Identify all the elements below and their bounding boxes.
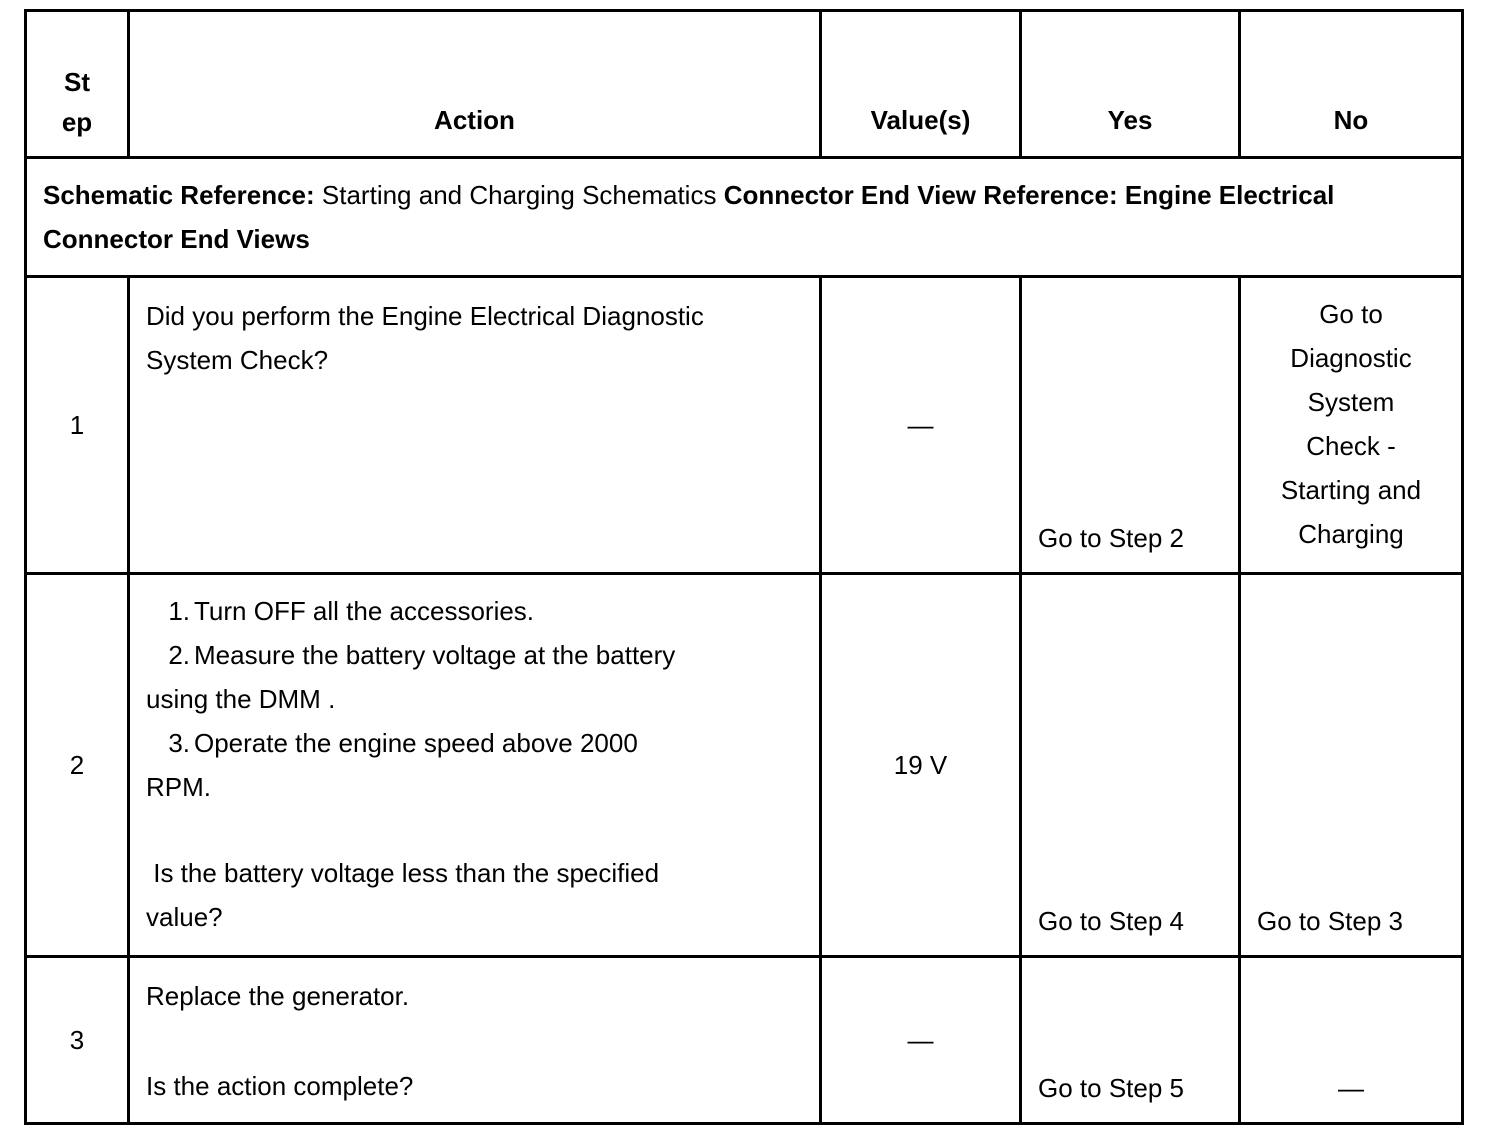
list-item <box>146 633 803 677</box>
schematic-reference-label: Schematic Reference: <box>43 180 315 210</box>
yes-cell: Go to Step 5 <box>1021 957 1240 1124</box>
yes-cell: Go to Step 2 <box>1021 277 1240 574</box>
action-line: Did you perform the Engine Electrical Diagnostic <box>146 301 704 331</box>
action-cell <box>129 574 821 957</box>
header-no: No <box>1240 11 1463 158</box>
question-line: value? <box>146 902 223 932</box>
header-row <box>26 11 1463 158</box>
no-cell: Go to Step 3 <box>1240 574 1463 957</box>
value-cell: — <box>821 957 1021 1124</box>
action-line: System Check? <box>146 345 329 375</box>
table-row <box>26 574 1463 957</box>
list-item-text: Turn OFF all the accessories. <box>194 596 535 626</box>
list-item <box>146 589 803 633</box>
no-cell <box>1240 277 1463 574</box>
list-item-number: 1. <box>168 596 190 626</box>
list-item-text: Measure the battery voltage at the battery <box>194 640 676 670</box>
list-item-number: 2. <box>168 640 190 670</box>
action-cell <box>129 957 821 1124</box>
list-item-number: 3. <box>168 728 190 758</box>
header-values: Value(s) <box>821 11 1021 158</box>
action-line: Replace the generator. <box>146 981 410 1011</box>
header-step-line1: St <box>64 67 90 97</box>
reference-row <box>26 158 1463 277</box>
table-row <box>26 277 1463 574</box>
no-line: Go to <box>1319 299 1383 329</box>
question-line: Is the action complete? <box>146 1071 414 1101</box>
question-line: Is the battery voltage less than the specified <box>146 858 660 888</box>
header-step-line2: ep <box>61 107 93 137</box>
no-line: Starting and <box>1280 475 1422 505</box>
no-cell: — <box>1240 957 1463 1124</box>
list-item-continuation: RPM. <box>146 772 211 802</box>
header-yes: Yes <box>1021 11 1240 158</box>
value-cell: 19 V <box>821 574 1021 957</box>
diagnostic-table <box>24 9 1464 1125</box>
reference-cell <box>26 158 1463 277</box>
list-item-continuation: using the DMM . <box>146 684 336 714</box>
step-number: 2 <box>26 574 129 957</box>
header-action: Action <box>129 11 821 158</box>
no-line: Check - <box>1306 431 1396 461</box>
header-step <box>26 11 129 158</box>
no-line: Diagnostic <box>1290 343 1412 373</box>
connector-reference-label: Connector End View Reference: Engine Electrical Connector End Views <box>43 180 1335 254</box>
no-line: Charging <box>1298 519 1404 549</box>
value-cell: — <box>821 277 1021 574</box>
list-item-text: Operate the engine speed above 2000 <box>194 728 638 758</box>
spacer <box>146 1018 803 1064</box>
step-number: 3 <box>26 957 129 1124</box>
action-cell <box>129 277 821 574</box>
table-row <box>26 957 1463 1124</box>
schematic-reference-text: Starting and Charging Schematics <box>314 180 724 210</box>
step-number: 1 <box>26 277 129 574</box>
yes-cell: Go to Step 4 <box>1021 574 1240 957</box>
list-item <box>146 721 803 765</box>
spacer <box>146 809 803 851</box>
no-line: System <box>1307 387 1395 417</box>
